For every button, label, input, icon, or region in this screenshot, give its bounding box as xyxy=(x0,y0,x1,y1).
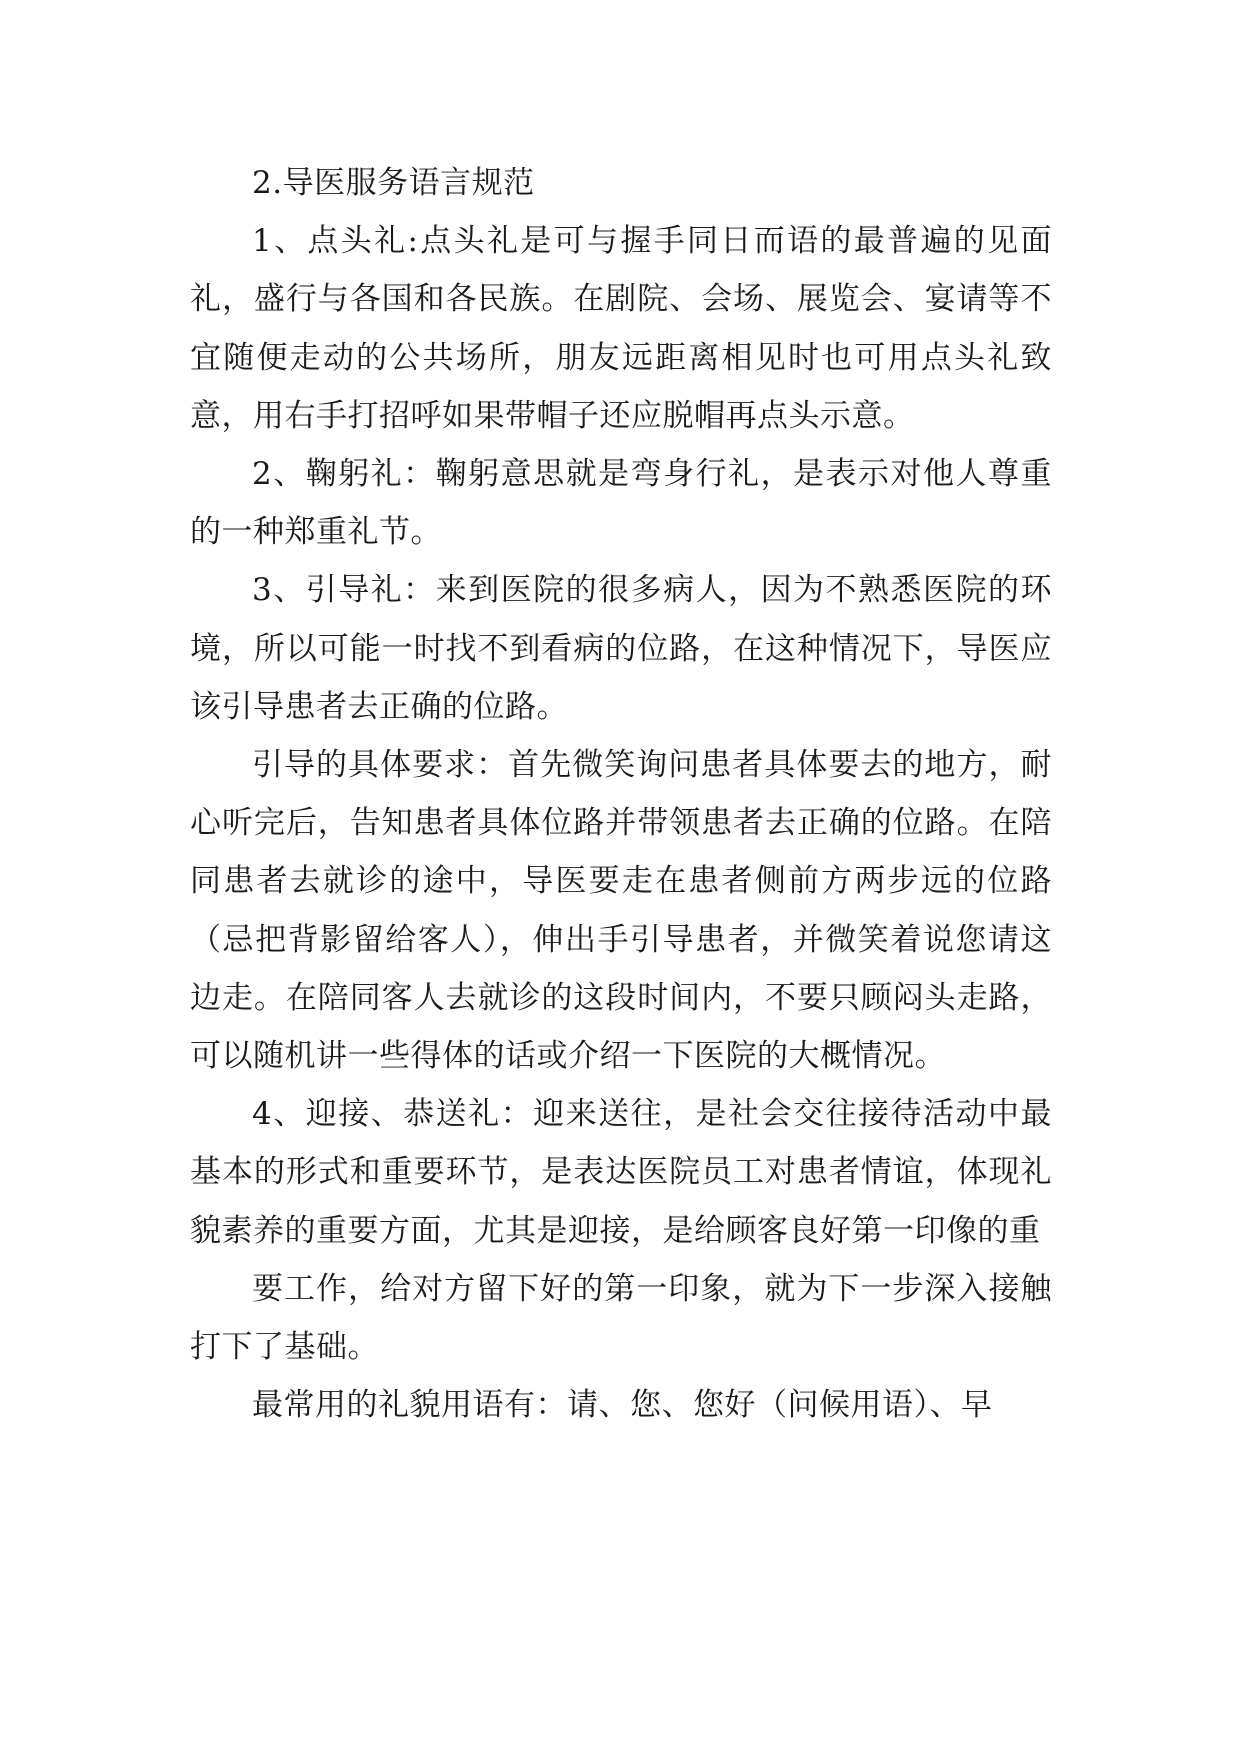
paragraph-polite-phrases: 最常用的礼貌用语有：请、您、您好（问候用语）、早 xyxy=(252,1387,993,1424)
paragraph-first-impression: 要工作，给对方留下好的第一印象，就为下一步深入接触打下了基础。 xyxy=(190,1270,1052,1366)
document-body xyxy=(190,154,1052,1434)
paragraph-guide-requirements: 引导的具体要求：首先微笑询问患者具体要去的地方，耐心听完后，告知患者具体位路并带领患者去正确的位路。在陪同患者去就诊的途中，导医要走在患者侧前方两步远的位路（忌把背影留给客人），伸出手引导患者，并微笑着说您请这边走。在陪同客人去就诊的这段时间内，不要只顾闷头走路，可以随机讲一些得体的话或介绍一下医院的大概情况。 xyxy=(190,747,1052,1075)
paragraph-bow-etiquette: 2、鞠躬礼：鞠躬意思就是弯身行礼，是表示对他人尊重的一种郑重礼节。 xyxy=(190,456,1052,551)
paragraph-nod-etiquette: 1、点头礼:点头礼是可与握手同日而语的最普遍的见面礼，盛行与各国和各民族。在剧院、会场、展览会、宴请等不宜随便走动的公共场所，朋友远距离相见时也可用点头礼致意，用右手打招呼如果带帽子还应脱帽再点头示意。 xyxy=(190,223,1052,434)
section-heading: 2.导医服务语言规范 xyxy=(252,165,535,201)
paragraph-guide-etiquette: 3、引导礼：来到医院的很多病人，因为不熟悉医院的环境，所以可能一时找不到看病的位路，在这种情况下，导医应该引导患者去正确的位路。 xyxy=(190,572,1052,725)
paragraph-welcome-farewell: 4、迎接、恭送礼：迎来送往，是社会交往接待活动中最基本的形式和重要环节，是表达医院员工对患者情谊，体现礼貌素养的重要方面，尤其是迎接，是给顾客良好第一印像的重 xyxy=(190,1096,1052,1249)
